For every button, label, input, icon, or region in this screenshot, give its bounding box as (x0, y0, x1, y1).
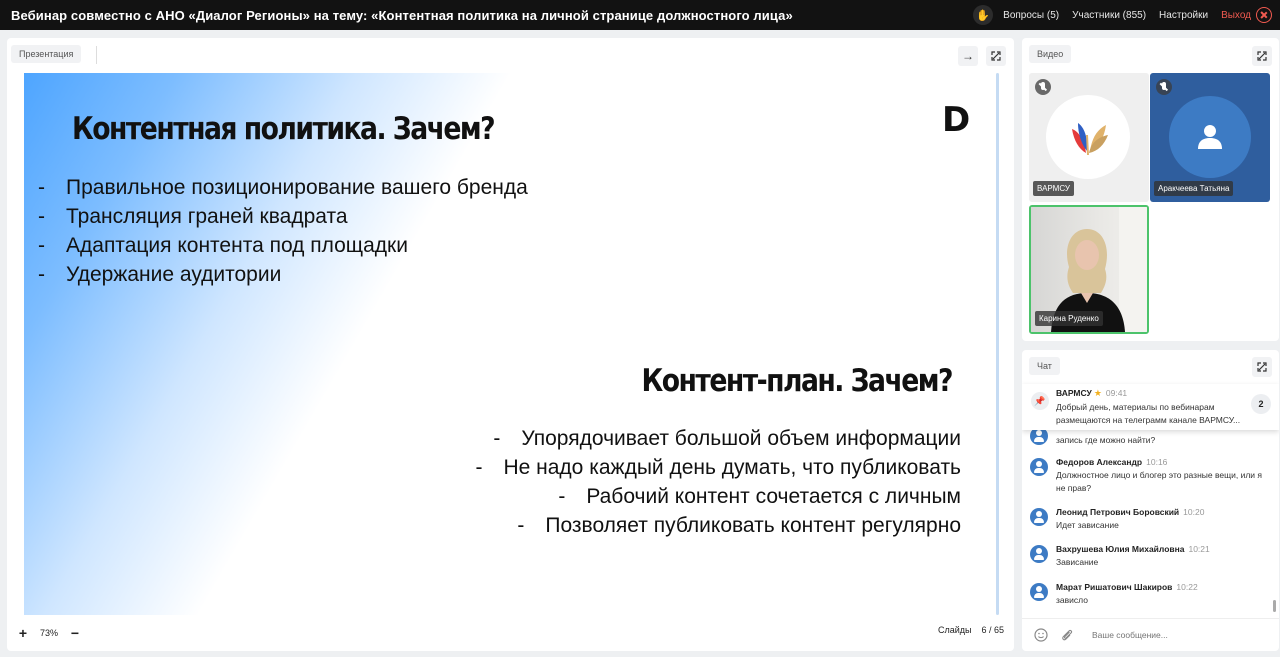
attach-button[interactable] (1060, 628, 1074, 642)
settings-button[interactable]: Настройки (1159, 9, 1209, 21)
slide-scrollbar[interactable] (996, 73, 999, 615)
message-header (1056, 457, 1270, 467)
smile-icon (1034, 628, 1048, 642)
next-arrow-button[interactable] (958, 46, 978, 66)
arrow-right-icon: → (962, 49, 974, 63)
chat-panel (1022, 350, 1279, 651)
pinned-author: ВАРМСУ (1056, 388, 1092, 398)
raise-hand-button[interactable] (973, 5, 993, 25)
paperclip-icon (1060, 628, 1074, 642)
video-panel (1022, 38, 1279, 341)
slide-list-content-plan (475, 424, 961, 540)
mic-off-icon (1156, 79, 1172, 95)
zoom-level: 73% (40, 628, 59, 638)
video-tile-speaker[interactable] (1029, 205, 1149, 334)
chat-fullscreen-button[interactable] (1252, 357, 1272, 377)
user-avatar-icon (1030, 458, 1048, 476)
presentation-tab[interactable]: Презентация (11, 45, 81, 63)
pinned-text: Добрый день, материалы по вебинарам размещаются на телеграмм канале ВАРМСУ... (1056, 402, 1241, 425)
slides-counter (938, 625, 1004, 635)
slides-number: 6 / 65 (981, 625, 1004, 635)
message-text: Зависание (1056, 557, 1099, 567)
message-time: 10:21 (1188, 544, 1210, 554)
chat-scrollbar[interactable] (1273, 600, 1276, 612)
message-text: зависло (1056, 595, 1088, 605)
list-item: - Правильное позиционирование вашего бренда (38, 173, 528, 202)
message-author: Федоров Александр (1056, 457, 1143, 467)
list-item: - Адаптация контента под площадки (38, 231, 528, 260)
message-header (1056, 507, 1270, 517)
webinar-title: Вебинар совместно с АНО «Диалог Регионы» на тему: «Контентная политика на личной странице должностного лица» (11, 7, 793, 23)
video-tile-arakcheeva[interactable] (1150, 73, 1270, 202)
leaf-logo-icon (1046, 95, 1130, 179)
chat-message-input[interactable] (1092, 630, 1242, 640)
list-item: - Удержание аудитории (38, 260, 528, 289)
message-header (1056, 544, 1270, 554)
chat-message (1030, 507, 1270, 532)
slide-list-content-policy (38, 173, 528, 289)
slide-logo: D (942, 100, 971, 140)
pin-icon: 📌 (1031, 392, 1049, 410)
video-fullscreen-button[interactable] (1252, 46, 1272, 66)
chat-message (1030, 544, 1270, 569)
divider (96, 46, 97, 64)
message-time: 10:22 (1176, 582, 1198, 592)
star-icon: ★ (1093, 388, 1102, 398)
close-icon (1256, 7, 1272, 23)
video-tile-varmsu[interactable] (1029, 73, 1149, 202)
user-avatar-icon (1030, 583, 1048, 601)
presentation-panel (7, 38, 1014, 651)
chat-message (1030, 582, 1270, 607)
zoom-in-button[interactable]: + (18, 625, 28, 641)
pinned-header (1056, 388, 1246, 399)
emoji-button[interactable] (1034, 628, 1048, 642)
top-nav (973, 0, 1280, 30)
message-time: 10:16 (1146, 457, 1168, 467)
list-item: - Упорядочивает большой объем информации (475, 424, 961, 453)
user-avatar-icon (1030, 508, 1048, 526)
presentation-slide (24, 73, 994, 615)
chat-tab[interactable]: Чат (1029, 357, 1060, 375)
slides-label: Слайды (937, 625, 972, 635)
participant-name: Аракчеева Татьяна (1154, 181, 1233, 196)
expand-icon (1257, 51, 1267, 61)
video-tab[interactable]: Видео (1029, 45, 1071, 63)
pinned-time: 09:41 (1105, 388, 1128, 398)
slide-heading-content-plan: Контент-план. Зачем? (641, 363, 952, 399)
message-text: запись где можно найти? (1056, 435, 1156, 445)
user-avatar-icon (1030, 545, 1048, 563)
list-item: - Трансляция граней квадрата (38, 202, 528, 231)
participant-name: Карина Руденко (1035, 311, 1103, 326)
message-time: 10:20 (1183, 507, 1205, 517)
exit-button[interactable] (1221, 7, 1272, 23)
message-text: Идет зависание (1056, 520, 1119, 530)
list-item: - Не надо каждый день думать, что публиковать (475, 453, 961, 482)
expand-icon (1257, 362, 1267, 372)
hand-icon: ✋ (976, 9, 990, 22)
mic-off-icon (1035, 79, 1051, 95)
message-text: Должностное лицо и блогер это разные вещи, или я не прав? (1056, 470, 1263, 493)
participants-button[interactable]: Участники (855) (1072, 9, 1147, 21)
varmsu-logo (1046, 95, 1130, 179)
chat-input-row (1022, 618, 1279, 651)
participant-name: ВАРМСУ (1033, 181, 1074, 196)
zoom-out-button[interactable]: − (70, 625, 80, 641)
message-author: Леонид Петрович Боровский (1056, 507, 1180, 517)
list-item: - Позволяет публиковать контент регулярно (475, 511, 961, 540)
pinned-count-badge[interactable]: 2 (1251, 394, 1271, 414)
fullscreen-button[interactable] (986, 46, 1006, 66)
avatar (1169, 96, 1251, 178)
list-item: - Рабочий контент сочетается с личным (475, 482, 961, 511)
slide-heading-content-policy: Контентная политика. Зачем? (72, 111, 495, 147)
message-author: Марат Ришатович Шакиров (1056, 582, 1173, 592)
expand-icon (991, 51, 1001, 61)
questions-button[interactable]: Вопросы (5) (1003, 9, 1060, 21)
message-header (1056, 582, 1270, 592)
chat-message (1030, 457, 1270, 495)
top-bar (0, 0, 1280, 30)
zoom-controls (16, 625, 82, 641)
exit-label: Выход (1221, 9, 1251, 21)
user-icon (1197, 123, 1223, 151)
pinned-message[interactable] (1022, 384, 1279, 430)
message-author: Вахрушева Юлия Михайловна (1056, 544, 1185, 554)
